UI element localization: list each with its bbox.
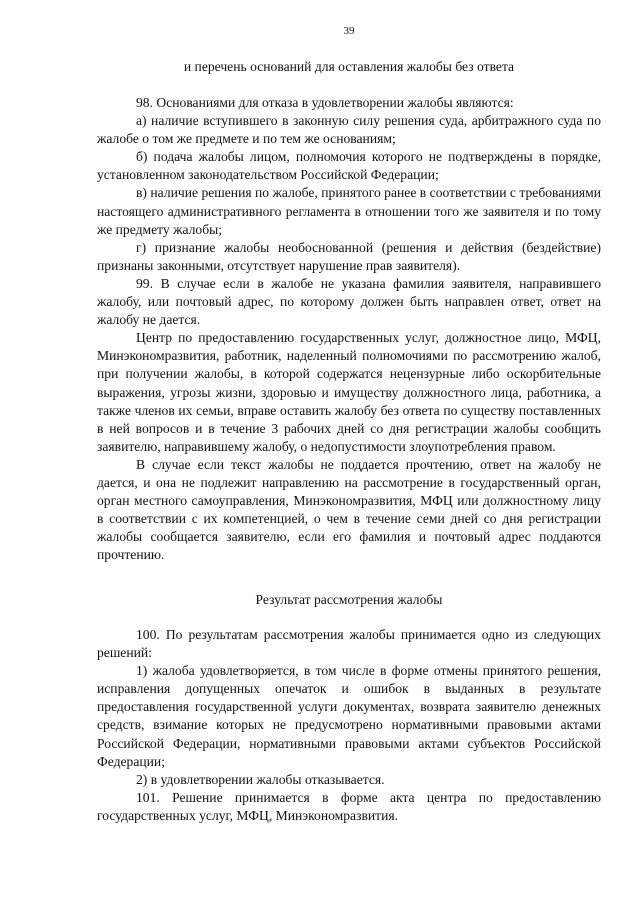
paragraph-98-b: б) подача жалобы лицом, полномочия которого не подтверждены в порядке, установленном законодательством Российской Федерации; bbox=[97, 149, 601, 183]
paragraph-99-center: Центр по предоставлению государственных услуг, должностное лицо, МФЦ, Минэкономразвития, работник, наделенный полномочиями по рассмотрению жалоб, при получении жалобы, в которой содержатся нецензурные либо оскорбительные выражения, угрозы жизни, здоровью и имуществу должностного лица, работника, а также членов их семьи, вправе оставить жалобу без ответа по существу поставленных в ней вопросов и в течение 3 рабочих дней со дня регистрации жалобы сообщить заявителю, направившему жалобу, о недопустимости злоупотребления правом. bbox=[97, 330, 601, 454]
paragraph-100: 100. По результатам рассмотрения жалобы принимается одно из следующих решений: bbox=[97, 627, 601, 661]
section-heading-complaint-grounds: и перечень оснований для оставления жалобы без ответа bbox=[183, 59, 515, 74]
section-body-complaint-grounds bbox=[97, 94, 601, 564]
paragraph-100-2: 2) в удовлетворении жалобы отказывается. bbox=[136, 771, 385, 787]
paragraph-98: 98. Основаниями для отказа в удовлетворении жалобы являются: bbox=[136, 95, 514, 110]
paragraph-99: 99. В случае если в жалобе не указана фамилия заявителя, направившего жалобу, или почтовый адрес, по которому должен быть направлен ответ, ответ на жалобу не дается. bbox=[97, 275, 601, 328]
paragraph-98-g: г) признание жалобы необоснованной (решения и действия (бездействие) признаны законными, отсутствует нарушение прав заявителя). bbox=[97, 239, 601, 273]
paragraph-100-1: 1) жалоба удовлетворяется, в том числе в форме отмены принятого решения, исправления допущенных опечаток и ошибок в выданных в результате предоставления государственной услуги документах, возврата заявителю денежных средств, взимание которых не предусмотрено нормативными правовыми актами Российской Федерации, нормативными правовыми актами субъектов Российской Федерации; bbox=[97, 663, 601, 769]
section-heading-complaint-result: Результат рассмотрения жалобы bbox=[255, 592, 443, 607]
paragraph-101: 101. Решение принимается в форме акта центра по предоставлению государственных услуг, МФЦ, Минэкономразвития. bbox=[97, 789, 601, 823]
paragraph-99-unreadable: В случае если текст жалобы не поддается прочтению, ответ на жалобу не дается, и она не подлежит направлению на рассмотрение в государственный орган, орган местного самоуправления, Минэкономразвития, МФЦ или должностному лицу в соответствии с их компетенцией, о чем в течение семи дней со дня регистрации жалобы сообщается заявителю, если его фамилия и почтовый адрес поддаются прочтению. bbox=[97, 456, 601, 563]
paragraph-98-a: а) наличие вступившего в законную силу решения суда, арбитражного суда по жалобе о том же предмете и по тем же основаниям; bbox=[97, 113, 601, 147]
page-number: 39 bbox=[343, 25, 355, 37]
section-body-complaint-result bbox=[97, 626, 601, 825]
paragraph-98-v: в) наличие решения по жалобе, принятого ранее в соответствии с требованиями настоящего административного регламента в отношении того же заявителя и по тому же предмету жалобы; bbox=[97, 185, 601, 237]
